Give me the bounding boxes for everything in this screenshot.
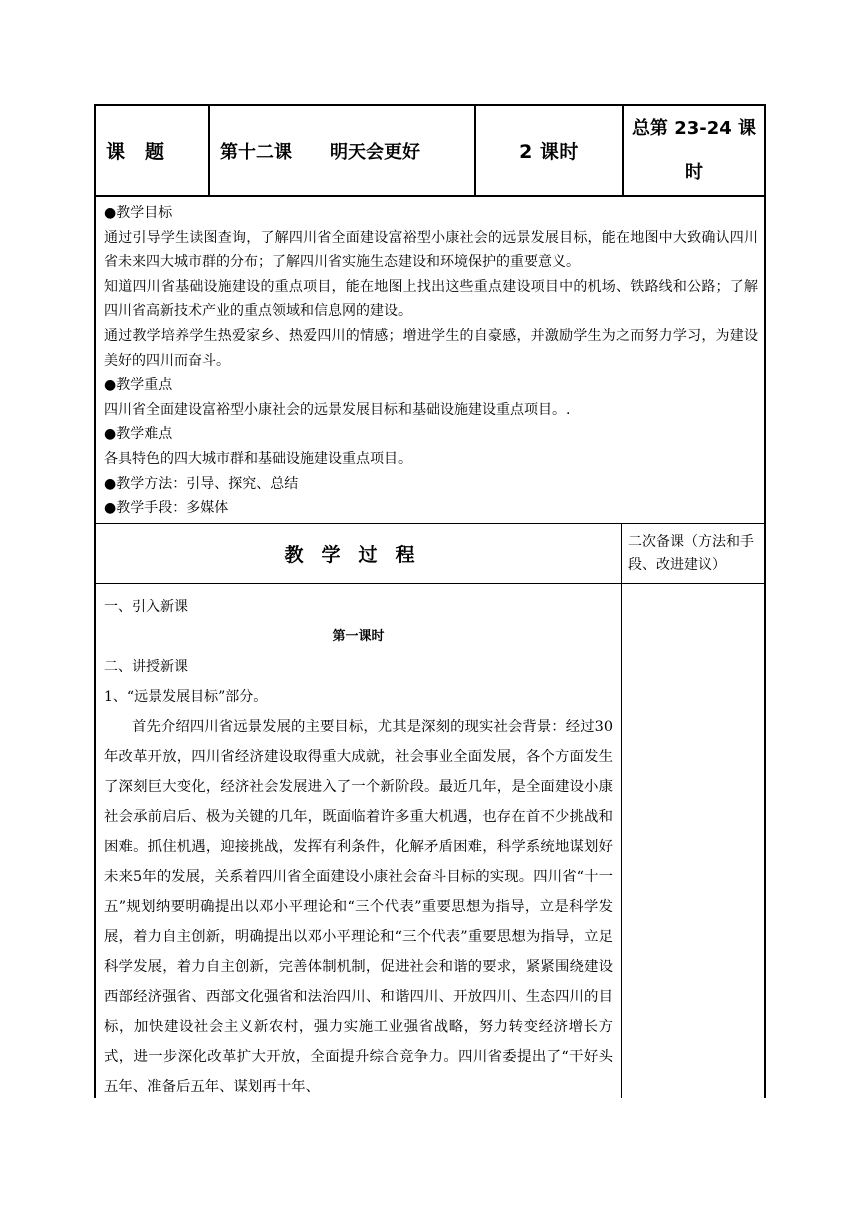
lesson-title-cell bbox=[208, 106, 474, 195]
lesson-plan-table bbox=[94, 104, 766, 1098]
section-intro: 一、引入新课 bbox=[104, 598, 188, 615]
means-text: ●教学手段：多媒体 bbox=[104, 500, 229, 517]
hours-value: 2 课时 bbox=[519, 141, 579, 163]
process-title: 教学过程 bbox=[96, 524, 622, 583]
key-text: 四川省全面建设富裕型小康社会的远景发展目标和基础设施建设重点项目。. bbox=[104, 401, 571, 418]
section-teaching: 二、讲授新课 bbox=[104, 658, 188, 675]
lesson-name: 明天会更好 bbox=[330, 141, 420, 163]
key-heading: ●教学重点 bbox=[104, 377, 173, 394]
total-line-1: 总第 23-24 课 bbox=[631, 117, 757, 139]
second-prep-note: 二次备课（方法和手段、改进建议） bbox=[628, 533, 754, 573]
subject-label: 课 题 bbox=[106, 141, 165, 163]
header-row bbox=[94, 104, 766, 197]
goal-heading: ●教学目标 bbox=[104, 205, 173, 221]
goal-paragraph: 通过教学培养学生热爱家乡、热爱四川的情感；增进学生的自豪感，并激励学生为之而努力学习，为建设美好的四川而奋斗。 bbox=[104, 327, 758, 369]
process-body-row bbox=[94, 584, 766, 1098]
process-content bbox=[96, 584, 622, 1098]
lesson-number: 第十二课 bbox=[220, 141, 292, 163]
objectives-block bbox=[94, 197, 766, 524]
second-prep-column bbox=[622, 584, 764, 1098]
period-heading: 第一课时 bbox=[332, 628, 385, 644]
goal-paragraph: 通过引导学生读图查询，了解四川省全面建设富裕型小康社会的远景发展目标，能在地图中大致确认四川省未来四大城市群的分布；了解四川省实施生态建设和环境保护的重要意义。 bbox=[104, 229, 758, 271]
process-header-row bbox=[94, 524, 766, 584]
difficulty-text: 各具特色的四大城市群和基础设施建设重点项目。 bbox=[104, 450, 412, 467]
total-line-2: 时 bbox=[684, 161, 703, 183]
method-text: ●教学方法：引导、探究、总结 bbox=[104, 475, 299, 492]
item-heading: 1、“远景发展目标”部分。 bbox=[104, 688, 268, 705]
goal-paragraph: 知道四川省基础设施建设的重点项目，能在地图上找出这些重点建设项目中的机场、铁路线和公路；了解四川省高新技术产业的重点领域和信息网的建设。 bbox=[104, 278, 758, 320]
hours-cell bbox=[474, 106, 622, 195]
difficulty-heading: ●教学难点 bbox=[104, 426, 173, 443]
subject-label-cell bbox=[96, 106, 208, 195]
content-paragraph: 首先介绍四川省远景发展的主要目标，尤其是深刻的现实社会背景：经过30年改革开放，四川省经济建设取得重大成就，社会事业全面发展，各个方面发生了深刻巨大变化，经济社会发展进入了一个新阶段。最近几年，是全面建设小康社会承前启后、极为关键的几年，既面临着许多重大机遇，也存在首不少挑战和困难。抓住机遇，迎接挑战，发挥有利条件，化解矛盾困难，科学系统地谋划好未来5年的发展，关系着四川省全面建设小康社会奋斗目标的实现。四川省“十一五”规划纳要明确提出以邓小平理论和“三个代表”重要思想为指导，立是科学发展，着力自主创新，明确提出以邓小平理论和“三个代表”重要思想为指导，立足科学发展，着力自主创新，完善体制机制，促进社会和谐的要求，紧紧围绕建设西部经济强省、西部文化强省和法治四川、和谐四川、开放四川、生态四川的目标，加快建设社会主义新农村，强力实施工业强省战略，努力转变经济增长方式，进一步深化改革扩大开放，全面提升综合竞争力。四川省委提出了“干好头五年、准备后五年、谋划再十年、 bbox=[104, 718, 613, 1095]
total-cell bbox=[622, 106, 764, 195]
